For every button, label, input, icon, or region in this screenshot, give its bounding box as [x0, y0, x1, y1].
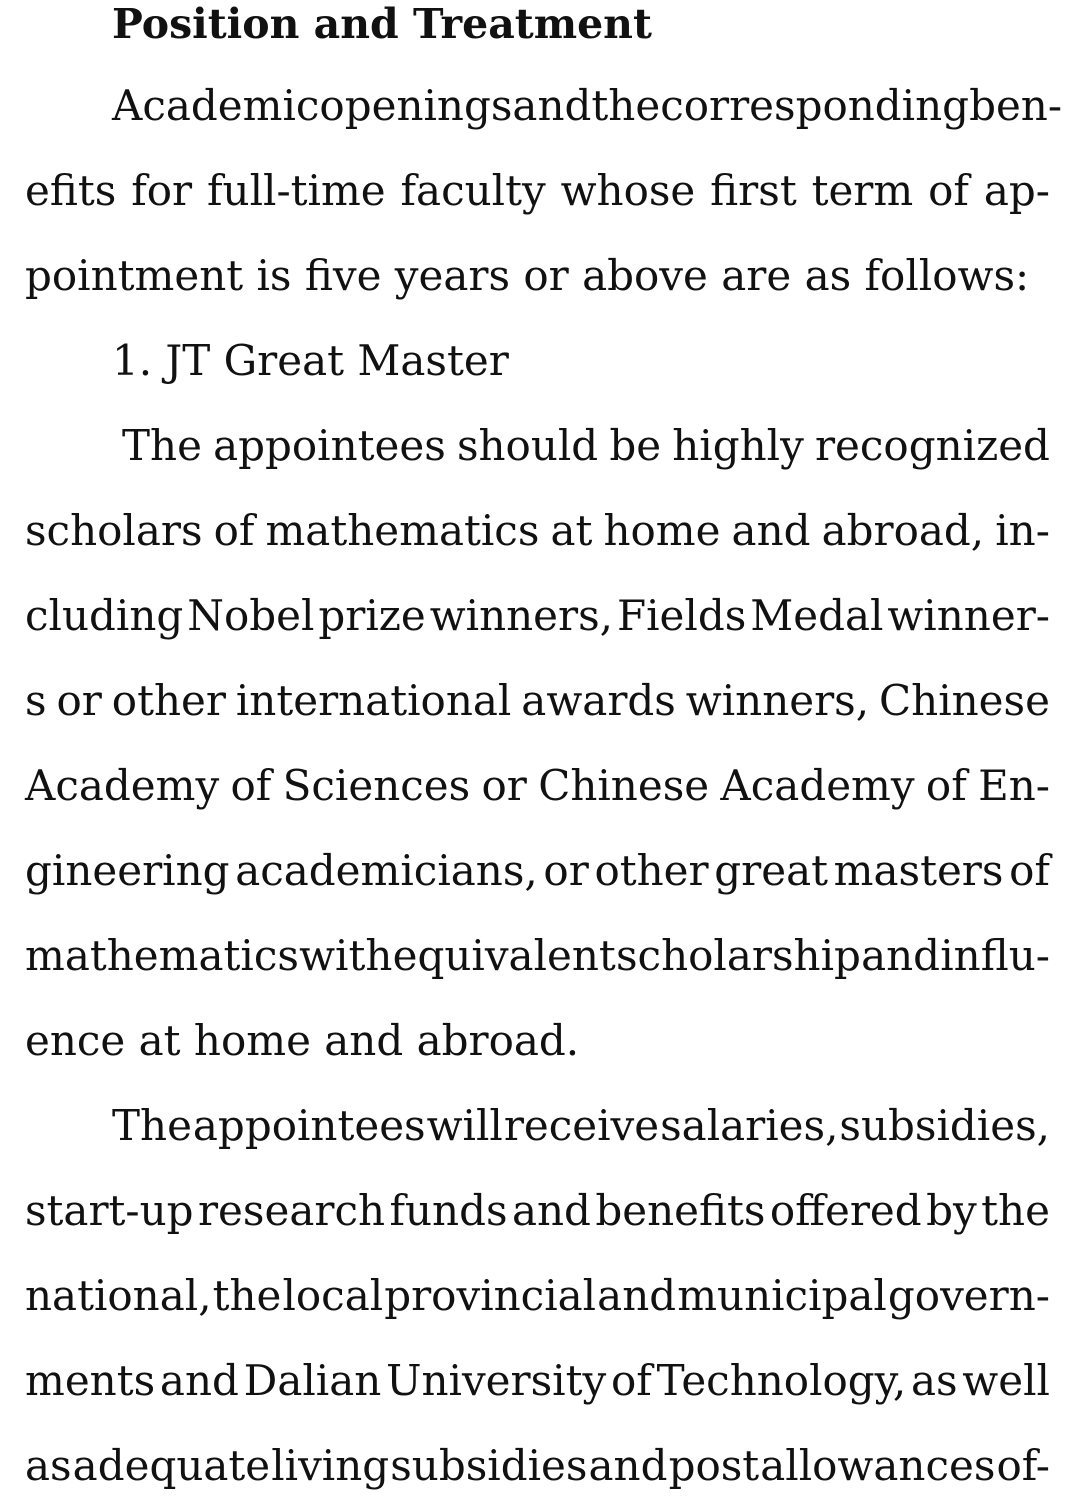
- paragraph-line: [25, 1357, 1050, 1405]
- word: highly: [672, 421, 804, 470]
- word: local: [282, 1271, 384, 1320]
- word: and: [159, 1356, 239, 1405]
- word: Technology,: [656, 1356, 907, 1405]
- word: of: [230, 761, 272, 810]
- word: other: [111, 676, 226, 725]
- word: recognized: [814, 421, 1050, 470]
- word: the: [981, 1186, 1050, 1235]
- paragraph-line: [112, 1102, 1050, 1150]
- word: appointees: [192, 1101, 426, 1150]
- word: academicians,: [235, 846, 538, 895]
- word: provincial: [384, 1271, 597, 1320]
- word: awards: [521, 676, 676, 725]
- paragraph-line: [25, 592, 1050, 640]
- paragraph-line: ence at home and abroad.: [25, 1016, 580, 1065]
- paragraph-line: [25, 507, 1050, 555]
- word: subsidies,: [839, 1101, 1050, 1150]
- word: great: [714, 846, 828, 895]
- word: ben-: [969, 81, 1063, 130]
- word: and: [512, 81, 592, 130]
- word: winner-: [887, 591, 1050, 640]
- list-item-title: 1. JT Great Master: [112, 336, 509, 385]
- word: of: [213, 506, 255, 555]
- word: scholars: [25, 506, 203, 555]
- word: or: [481, 761, 527, 810]
- paragraph-line: [25, 1272, 1050, 1320]
- word: Chinese: [538, 761, 710, 810]
- word: faculty: [400, 166, 546, 215]
- word: govern-: [887, 1271, 1050, 1320]
- word: will: [426, 1101, 503, 1150]
- word: Academic: [112, 81, 320, 130]
- word: The: [112, 1101, 192, 1150]
- paragraph-line: [122, 422, 1050, 470]
- word: receive: [503, 1101, 660, 1150]
- word: abroad,: [821, 506, 985, 555]
- word: mathematics: [265, 506, 540, 555]
- word: full-time: [206, 166, 386, 215]
- word: influ-: [940, 931, 1050, 980]
- word: funds: [389, 1186, 508, 1235]
- word: of: [1009, 846, 1050, 895]
- word: Sciences: [282, 761, 471, 810]
- word: well: [962, 1356, 1050, 1405]
- word: subsidies: [390, 1441, 588, 1490]
- paragraph-line: [112, 81, 1063, 130]
- section-heading: Position and Treatment: [112, 0, 652, 48]
- word: municipal: [677, 1271, 887, 1320]
- word: as: [25, 1441, 72, 1490]
- word: or: [56, 676, 102, 725]
- word: at: [550, 506, 593, 555]
- word: Academy: [720, 761, 915, 810]
- word: and: [597, 1271, 677, 1320]
- word: Academy: [25, 761, 220, 810]
- word: benefits: [595, 1186, 766, 1235]
- word: other: [594, 846, 709, 895]
- word: post: [668, 1441, 760, 1490]
- word: whose: [560, 166, 696, 215]
- paragraph-line: pointment is five years or above are as follows:: [25, 251, 1030, 300]
- word: winners,: [429, 591, 614, 640]
- paragraph-line: [25, 847, 1050, 895]
- word: as: [910, 1356, 958, 1405]
- word: international: [235, 676, 512, 725]
- word: openings: [319, 81, 513, 130]
- paragraph-line: [25, 677, 1050, 725]
- word: Chinese: [879, 676, 1050, 725]
- word: research: [197, 1186, 386, 1235]
- word: national,: [25, 1271, 212, 1320]
- word: start-up: [25, 1186, 194, 1235]
- word: of-: [996, 1441, 1050, 1490]
- word: En-: [978, 761, 1050, 810]
- word: offered: [769, 1186, 922, 1235]
- word: The: [122, 421, 202, 470]
- word: the: [212, 1271, 282, 1320]
- word: winners,: [685, 676, 870, 725]
- paragraph-line: [25, 762, 1050, 810]
- word: Dalian: [243, 1356, 382, 1405]
- paragraph-line: [25, 1187, 1050, 1235]
- word: mathematics: [25, 931, 299, 980]
- word: efits: [25, 166, 117, 215]
- word: corresponding: [660, 81, 970, 130]
- word: adequate: [72, 1441, 271, 1490]
- word: or: [543, 846, 589, 895]
- word: Fields: [616, 591, 747, 640]
- word: of: [925, 761, 967, 810]
- word: Nobel: [187, 591, 315, 640]
- word: salaries,: [660, 1101, 839, 1150]
- word: in-: [995, 506, 1050, 555]
- word: with: [299, 931, 393, 980]
- word: appointees: [213, 421, 446, 470]
- word: be: [609, 421, 662, 470]
- word: cluding: [25, 591, 184, 640]
- word: first: [710, 166, 797, 215]
- word: allowances: [760, 1441, 996, 1490]
- word: and: [861, 931, 941, 980]
- word: the: [591, 81, 661, 130]
- word: equivalent: [392, 931, 616, 980]
- word: masters: [833, 846, 1004, 895]
- word: of: [610, 1356, 652, 1405]
- word: ap-: [983, 166, 1050, 215]
- word: prize: [318, 591, 426, 640]
- word: and: [731, 506, 811, 555]
- word: home: [603, 506, 721, 555]
- word: term: [811, 166, 914, 215]
- paragraph-line: [25, 932, 1050, 980]
- paragraph-line: [25, 167, 1050, 215]
- word: University: [386, 1356, 607, 1405]
- word: ments: [25, 1356, 156, 1405]
- word: for: [131, 166, 193, 215]
- word: living: [271, 1441, 390, 1490]
- word: should: [456, 421, 599, 470]
- word: by: [926, 1186, 977, 1235]
- word: s: [25, 676, 47, 725]
- word: gineering: [25, 846, 230, 895]
- word: Medal: [750, 591, 884, 640]
- paragraph-line: [25, 1442, 1050, 1490]
- word: and: [511, 1186, 591, 1235]
- word: scholarship: [616, 931, 861, 980]
- word: and: [588, 1441, 668, 1490]
- word: of: [928, 166, 969, 215]
